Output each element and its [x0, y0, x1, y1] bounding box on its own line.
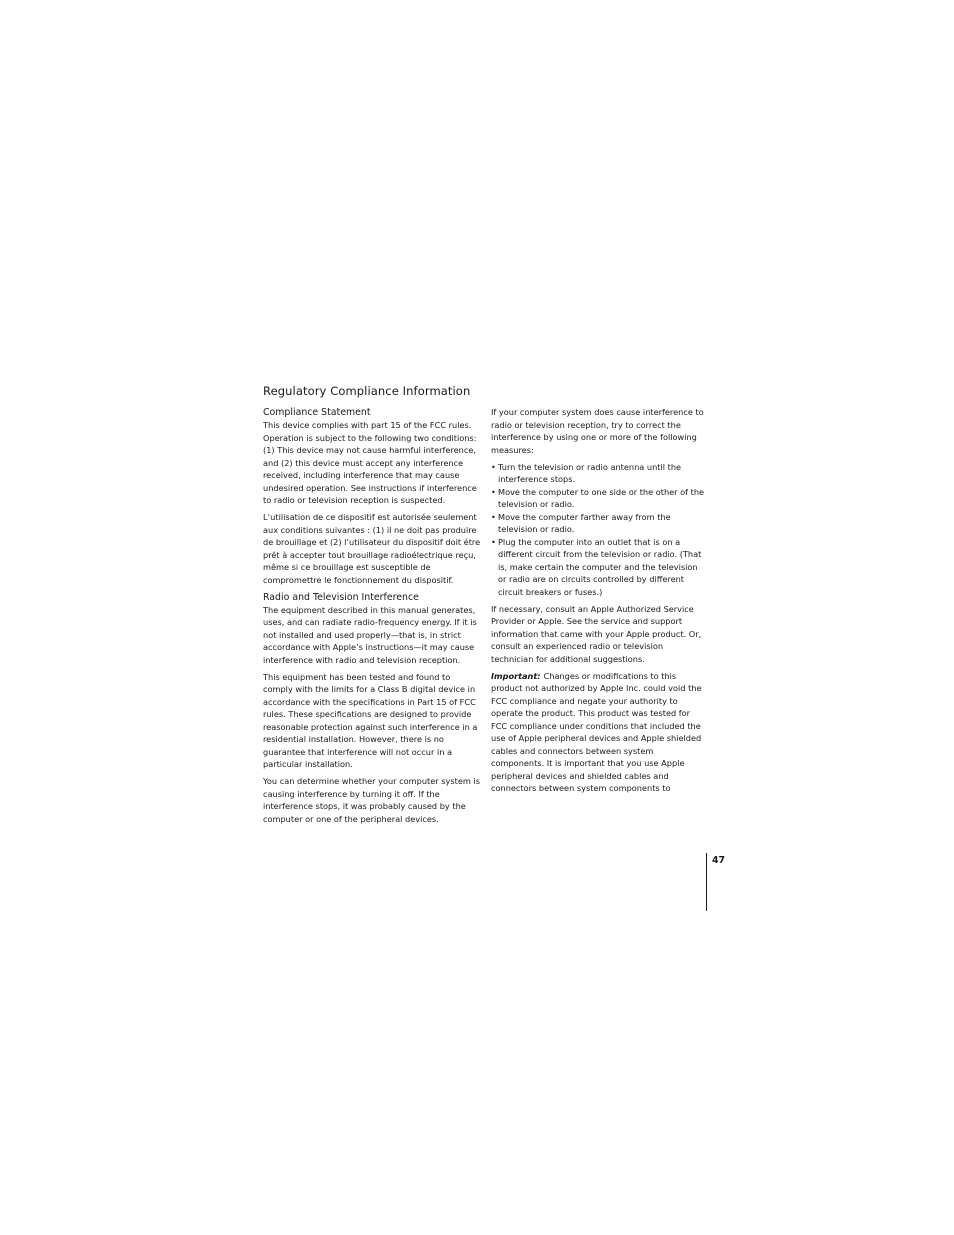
important-paragraph — [491, 670, 707, 795]
interference-intro: If your computer system does cause interference to radio or television reception, try to correct the interference by using one or more of the following measures: — [491, 407, 704, 455]
radio-tv-interference-heading: Radio and Television Interference — [263, 591, 419, 603]
radio-paragraph-3: You can determine whether your computer system is causing interference by turning it off. If the interference stops, it was probably caused by the computer or one of the peripheral devices. — [263, 776, 480, 824]
page-title: Regulatory Compliance Information — [263, 384, 471, 398]
measures-list — [491, 461, 707, 599]
list-item: • Turn the television or radio antenna until the interference stops. — [491, 461, 707, 486]
radio-paragraph-2: This equipment has been tested and found to comply with the limits for a Class B digital device in accordance with the specifications in Part 15 of FCC rules. These specifications are designed to provide reasonable protection against such interference in a residential installation. However, there is no guarantee that interference will not occur in a particular installation. — [263, 671, 478, 769]
right-column — [491, 406, 707, 799]
important-text: Changes or modifications to this product not authorized by Apple Inc. could void the FCC compliance and negate your authority to operate the product. This product was tested for FCC compliance under conditions that included the use of Apple peripheral devices and Apple shielded cables and connectors between system components. It is important that you use Apple peripheral devices and shielded cables and connectors between system components to — [491, 670, 702, 793]
list-item: • Plug the computer into an outlet that is on a different circuit from the television or radio. (That is, make certain the computer and the television or radio are on circuits controlled by different circuit breakers or fuses.) — [491, 536, 707, 599]
left-column — [263, 406, 481, 830]
list-item: • Move the computer farther away from the television or radio. — [491, 511, 707, 536]
compliance-paragraph-french: L’utilisation de ce dispositif est autorisée seulement aux conditions suivantes : (1) il ne doit pas produire de brouillage et (2) l’utilisateur du dispositif doit étre prêt à accepter tout brouillage radioélectrique reçu, même si ce brouillage est susceptible de compromettre le fonctionnement du dispositif. — [263, 512, 481, 585]
list-item: • Move the computer to one side or the other of the television or radio. — [491, 486, 707, 511]
compliance-paragraph-english: This device complies with part 15 of the FCC rules. Operation is subject to the following two conditions: (1) This device may not cause harmful interference, and (2) this device must accept any interference received, including interference that may cause undesired operation. See instructions if interference to radio or television reception is suspected. — [263, 420, 477, 505]
page-number: 47 — [712, 855, 726, 866]
compliance-statement-heading: Compliance Statement — [263, 407, 371, 418]
page-number-rule — [706, 853, 707, 911]
consult-paragraph: If necessary, consult an Apple Authorized Service Provider or Apple. See the service and support information that came with your Apple product. Or, consult an experienced radio or television technician for additional suggestions. — [491, 603, 702, 664]
radio-paragraph-1: The equipment described in this manual generates, uses, and can radiate radio-frequency energy. If it is not installed and used properly—that is, in strict accordance with Apple’s instructions—it may cause interference with radio and television reception. — [263, 604, 477, 665]
important-label: Important: — [491, 670, 541, 681]
